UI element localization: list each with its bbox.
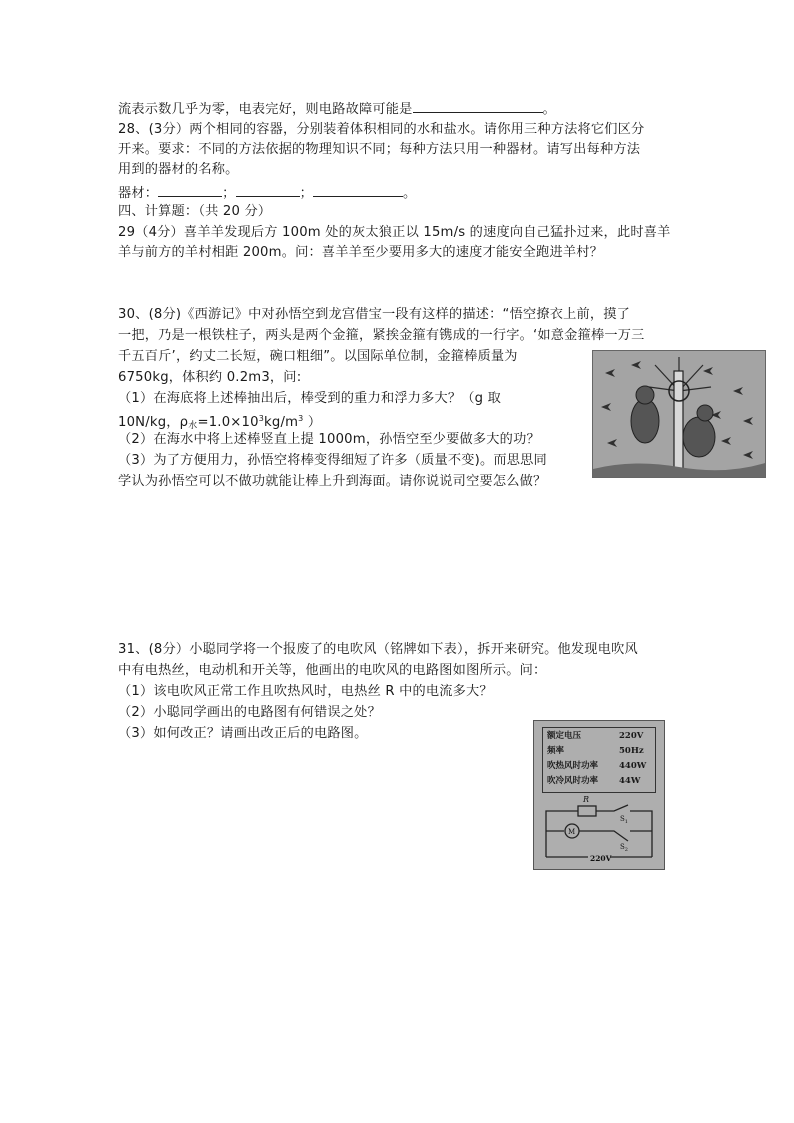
nameplate-row (547, 744, 651, 759)
s1-letter: S (620, 815, 625, 823)
q31-line-3: （1）该电吹风正常工作且吹热风时，电热丝 R 中的电流多大？ (118, 684, 493, 699)
density-unit: kg/m (264, 415, 299, 430)
section-4-heading: 四、计算题：（共 20 分） (118, 204, 272, 219)
wukong-drawing (593, 351, 765, 477)
nameplate-row (547, 759, 651, 774)
q31-line-2: 中有电热丝，电动机和开关等，他画出的电吹风的电路图如图所示。问： (118, 663, 547, 678)
row-key: 额定电压 (547, 731, 582, 741)
row-key: 吹冷风时功率 (547, 776, 599, 786)
row-key: 频率 (547, 746, 565, 756)
q28-line-3: 用到的器材的名称。 (118, 162, 239, 177)
rho-subscript: 水 (188, 421, 198, 431)
materials-sep-1: ； (222, 186, 236, 201)
row-value: 50Hz (619, 746, 644, 756)
unit-exponent: 3 (298, 414, 304, 423)
q27-tail-line (118, 98, 556, 119)
materials-sep-2: ； (299, 186, 313, 201)
q30-line-5: （1）在海底将上述棒抽出后，棒受到的重力和浮力多大？（g 取 (118, 391, 502, 406)
golden-cudgel (674, 371, 683, 475)
q27-text: 流表示数几乎为零，电表完好，则电路故障可能是 (118, 102, 413, 117)
row-key: 吹热风时功率 (547, 761, 599, 771)
rho-value: =1.0×10 (197, 415, 259, 430)
q30-line-2: 一把，乃是一根铁柱子，两头是两个金箍，紧挨金箍有镌成的一行字。‘如意金箍棒一万三 (118, 328, 645, 343)
q31-line-4: （2）小聪同学画出的电路图有何错误之处？ (118, 705, 381, 720)
q31-line-5: （3）如何改正？请画出改正后的电路图。 (118, 726, 368, 741)
answer-blank-material-2[interactable] (236, 182, 300, 197)
q28-materials-line (118, 182, 416, 203)
wukong-illustration (592, 350, 766, 478)
q30-close-paren: ） (303, 415, 322, 430)
motor-label: M (568, 828, 576, 836)
q30-line-8: （3）为了方便用力，孙悟空将棒变得细短了许多（质量不变)。而思思同 (118, 453, 547, 468)
answer-blank-material-3[interactable] (313, 182, 403, 197)
q27-end: 。 (542, 102, 556, 117)
switch-s1-label (620, 815, 628, 825)
materials-end: 。 (402, 186, 417, 201)
resistor-label: R (583, 795, 590, 804)
q30-g-value: 10N/kg，ρ (118, 415, 189, 430)
s2-subscript: 2 (624, 847, 628, 853)
row-value: 44W (619, 776, 641, 786)
q30-line-3: 千五百斤’，约丈二长短，碗口粗细”。以国际单位制，金箍棒质量为 (118, 349, 518, 364)
supply-voltage-label: 220V (590, 854, 612, 863)
circuit-diagram (534, 791, 664, 869)
answer-blank-material-1[interactable] (158, 182, 222, 197)
materials-label: 器材： (118, 186, 159, 201)
s1-subscript: 1 (624, 819, 628, 825)
s2-letter: S (620, 843, 625, 851)
q30-line-1: 30、(8分)《西游记》中对孙悟空到龙宫借宝一段有这样的描述：“悟空撩衣上前，摸了 (118, 307, 631, 322)
q31-line-1: 31、(8分）小聪同学将一个报废了的电吹风（铭牌如下表），拆开来研究。他发现电吹风 (118, 642, 638, 657)
answer-blank-fault[interactable] (413, 98, 543, 113)
nameplate-table (542, 727, 656, 793)
q29-line-1: 29（4分）喜羊羊发现后方 100m 处的灰太狼正以 15m/s 的速度向自己猛扑过来，此时喜羊 (118, 225, 671, 240)
nameplate-row (547, 729, 651, 744)
q30-line-9: 学认为孙悟空可以不做功就能让棒上升到海面。请你说说司空要怎么做？ (118, 474, 547, 489)
q29-line-2: 羊与前方的羊村相距 200m。问：喜羊羊至少要用多大的速度才能安全跑进羊村？ (118, 245, 603, 260)
q28-line-2: 开来。要求：不同的方法依据的物理知识不同；每种方法只用一种器材。请写出每种方法 (118, 142, 641, 157)
exponent-3: 3 (258, 414, 265, 423)
q30-line-7: （2）在海水中将上述棒竖直上提 1000m，孙悟空至少要做多大的功？ (118, 432, 540, 447)
q30-line-4: 6750kg，体积约 0.2m3，问: (118, 370, 302, 385)
hairdryer-nameplate-figure (533, 720, 665, 870)
row-value: 440W (619, 761, 647, 771)
q28-line-1: 28、(3分）两个相同的容器，分别装着体积相同的水和盐水。请你用三种方法将它们区分 (118, 122, 645, 137)
nameplate-row (547, 774, 651, 789)
switch-s2-label (620, 843, 628, 853)
row-value: 220V (619, 731, 644, 741)
